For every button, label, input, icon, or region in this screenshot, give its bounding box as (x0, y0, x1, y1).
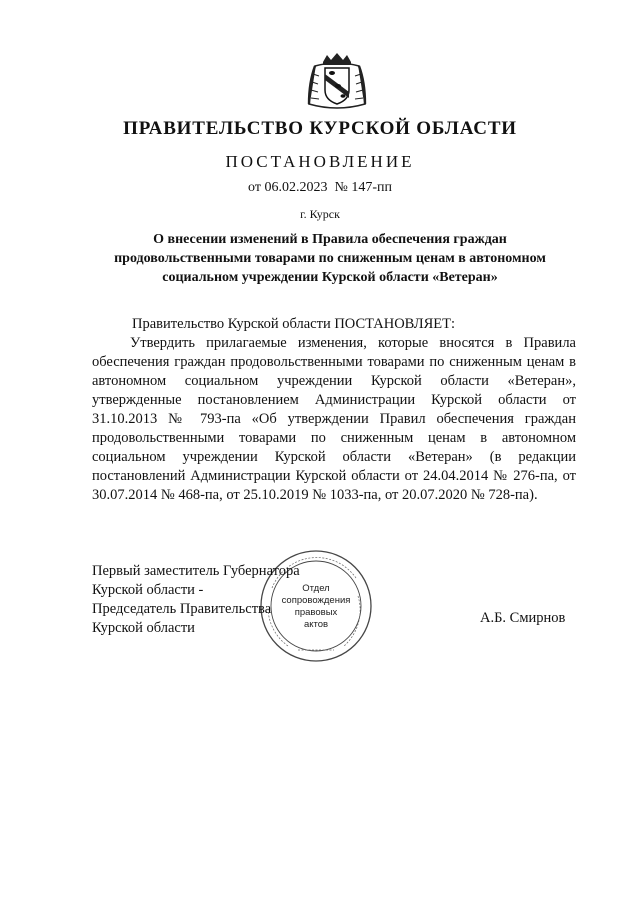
document-date-number: от 06.02.2023 № 147-пп (248, 180, 392, 195)
signer-title-line: Первый заместитель Губернатора (92, 563, 300, 579)
document-city: г. Курск (300, 207, 340, 221)
signer-title-line: Председатель Правительства (92, 601, 272, 617)
signer-title-line: Курской области (92, 620, 195, 636)
preamble: Правительство Курской области ПОСТАНОВЛЯЕТ: (132, 316, 456, 332)
document-type: ПОСТАНОВЛЕНИЕ (225, 152, 415, 171)
body-paragraph: Утвердить прилагаемые изменения, которые вносятся в Правила обеспечения граждан продовольственными товарами по сниженным ценам в автономном социальном учреждении Курской области «Ветеран», утвержденные постановлением Администрации Курской области от 31.10.2013 № 793-па «Об утверждении Правил обеспечения граждан продовольственными товарами по сниженным ценам в автономном социальном учреждении Курской области «Ветеран» (в редакции постановлений Администрации Курской области от 24.04.2014 № 276-па, от 30.07.2014 № 468-па, от 25.10.2019 № 1033-па, от 20.07.2020 № 728-па). (92, 335, 576, 503)
stamp-line: правовых (294, 607, 338, 618)
stamp-line: актов (303, 619, 329, 630)
stamp-line: Отдел (302, 583, 330, 594)
signer-title-line: Курской области - (92, 582, 204, 598)
signer-name: А.Б. Смирнов (480, 610, 566, 626)
org-title: ПРАВИТЕЛЬСТВО КУРСКОЙ ОБЛАСТИ (123, 118, 517, 139)
stamp-line: сопровождения (281, 595, 351, 606)
signature-block (92, 562, 300, 638)
kursk-coat-of-arms-icon (303, 52, 371, 112)
document-subject: О внесении изменений в Правила обеспечения граждан продовольственными товарами по сниженным ценам в автономном социальном учреждении Курской области «Ветеран» (114, 232, 546, 285)
